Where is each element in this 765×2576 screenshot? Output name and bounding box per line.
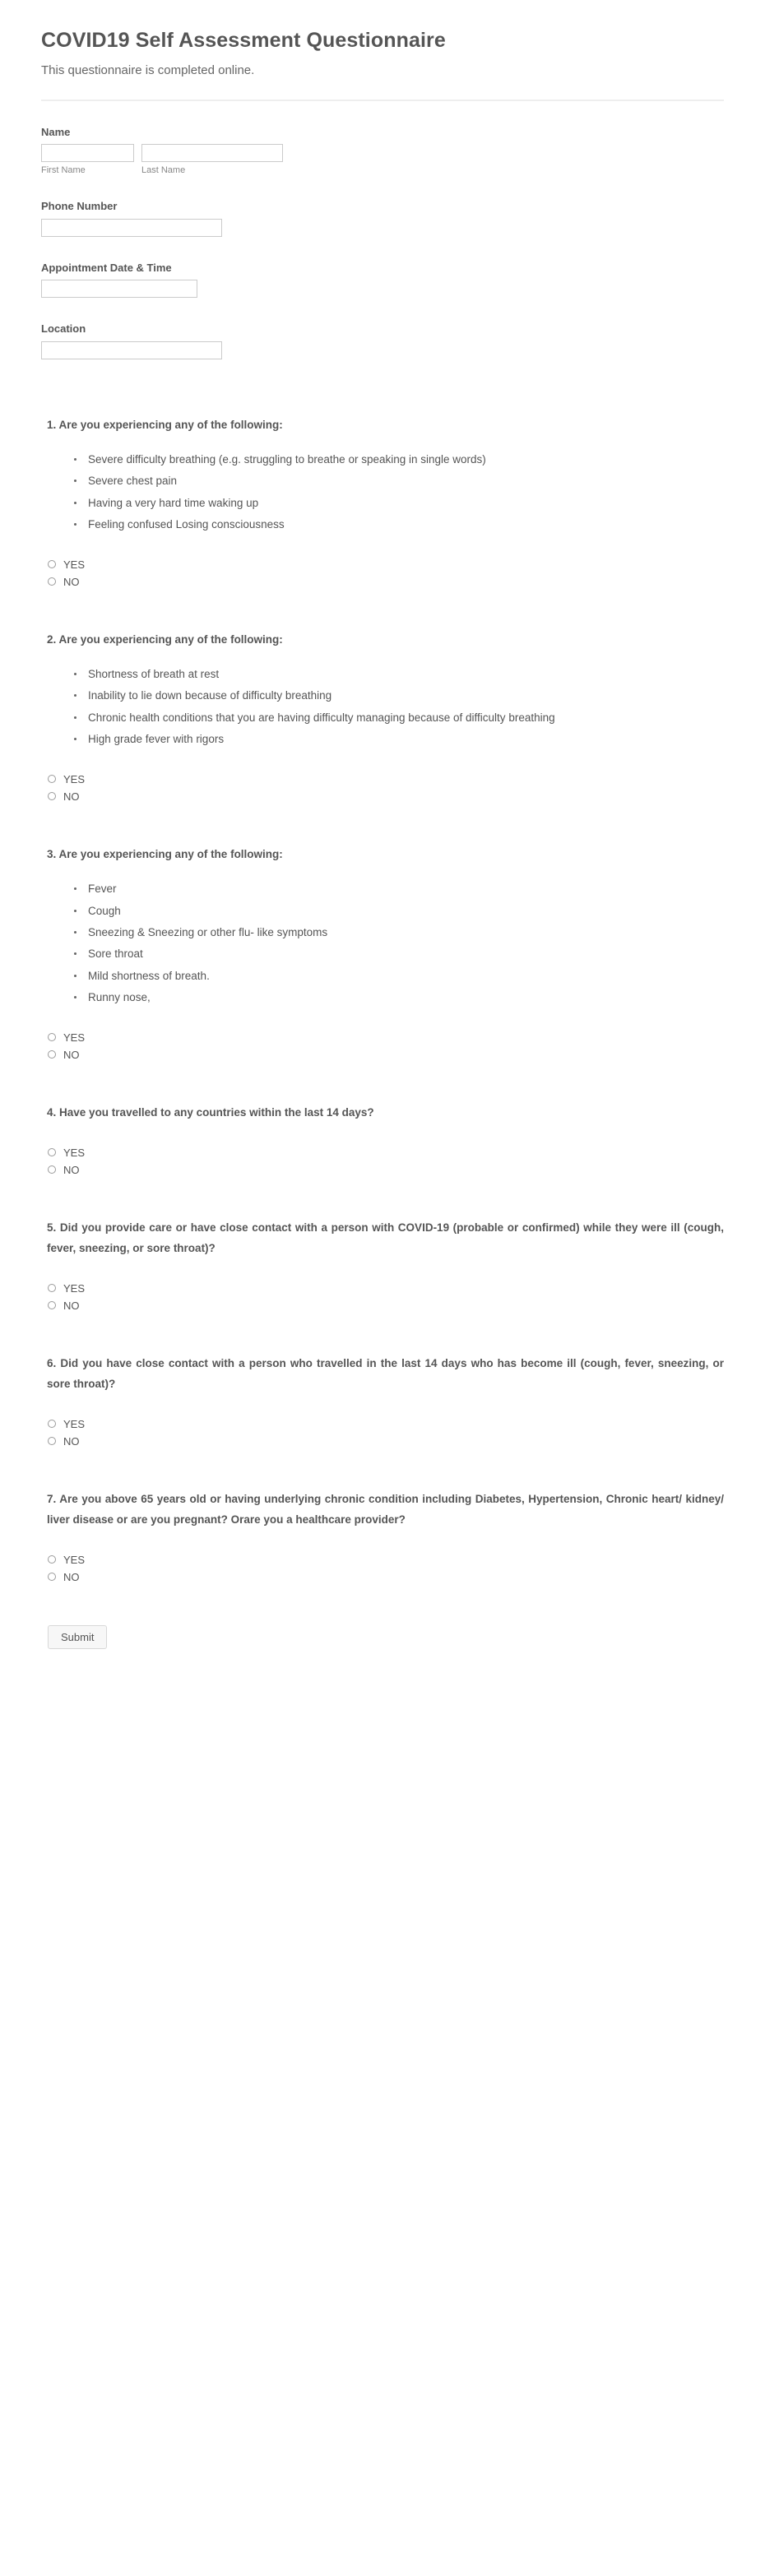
radio-option-no[interactable]	[48, 1047, 724, 1062]
question-block-6	[41, 1354, 724, 1448]
radio-label: NO	[63, 1163, 80, 1176]
radio-label: YES	[63, 1417, 86, 1430]
field-label: Name	[41, 125, 71, 138]
question-title	[47, 1103, 724, 1124]
field-column	[41, 219, 222, 237]
radio-circle-icon[interactable]	[48, 1555, 56, 1564]
list-item: Sore throat	[74, 943, 685, 965]
radio-option-no[interactable]	[48, 1298, 724, 1313]
radio-circle-icon[interactable]	[48, 1148, 56, 1156]
radio-option-yes[interactable]	[48, 557, 724, 572]
list-item: Runny nose,	[74, 987, 685, 1008]
radio-label: YES	[63, 1031, 86, 1044]
radio-group	[48, 1552, 724, 1584]
field-row	[41, 280, 724, 298]
question-block-4	[41, 1103, 724, 1177]
radio-option-yes[interactable]	[48, 771, 724, 786]
list-item: Shortness of breath at rest	[74, 664, 685, 685]
radio-circle-icon[interactable]	[48, 775, 56, 783]
radio-circle-icon[interactable]	[48, 1284, 56, 1292]
field-column	[41, 280, 197, 298]
radio-option-no[interactable]	[48, 789, 724, 804]
radio-circle-icon[interactable]	[48, 1437, 56, 1445]
radio-label: YES	[63, 1146, 86, 1159]
location-input[interactable]	[41, 341, 222, 359]
radio-label: NO	[63, 1048, 80, 1061]
radio-circle-icon[interactable]	[48, 1301, 56, 1309]
list-item: Chronic health conditions that you are having difficulty managing because of difficulty breathing	[74, 707, 685, 729]
question-title	[47, 1354, 724, 1395]
radio-circle-icon[interactable]	[48, 560, 56, 568]
symptom-list	[41, 449, 685, 535]
radio-circle-icon[interactable]	[48, 1573, 56, 1581]
first-name-input[interactable]	[41, 144, 134, 162]
question-title	[47, 415, 724, 436]
question-block-5	[41, 1218, 724, 1313]
first-name-sub-label: First Name	[41, 165, 86, 176]
header-divider	[41, 100, 724, 101]
question-text: Have you travelled to any countries within the last 14 days?	[59, 1106, 374, 1119]
list-item: Sneezing & Sneezing or other flu- like symptoms	[74, 922, 685, 943]
field-block-name	[41, 126, 724, 176]
question-number: 4.	[47, 1106, 57, 1119]
radio-option-yes[interactable]	[48, 1552, 724, 1567]
field-block-location	[41, 322, 724, 359]
radio-option-no[interactable]	[48, 1569, 724, 1584]
radio-group	[48, 1145, 724, 1177]
question-number: 5.	[47, 1221, 57, 1235]
list-item: Inability to lie down because of difficulty breathing	[74, 685, 685, 707]
radio-label: YES	[63, 558, 86, 571]
list-item: High grade fever with rigors	[74, 729, 685, 750]
list-item: Severe chest pain	[74, 470, 685, 492]
appointment-date-time-input[interactable]	[41, 280, 197, 298]
radio-label: NO	[63, 1434, 80, 1448]
radio-label: NO	[63, 790, 80, 803]
radio-group	[48, 1281, 724, 1313]
question-text: Did you have close contact with a person who travelled in the last 14 days who has become ill (cough, fever, sneezing, or sore throat)?	[47, 1357, 724, 1391]
questions-section	[41, 415, 724, 1584]
page-title: COVID19 Self Assessment Questionnaire	[41, 29, 446, 52]
list-item: Cough	[74, 901, 685, 922]
question-block-2	[41, 630, 724, 804]
field-column	[41, 144, 134, 175]
radio-label: NO	[63, 1299, 80, 1312]
radio-group	[48, 1030, 724, 1062]
page-subtitle: This questionnaire is completed online.	[41, 63, 255, 77]
field-block-phone-number	[41, 200, 724, 237]
radio-label: YES	[63, 1281, 86, 1295]
radio-option-yes[interactable]	[48, 1416, 724, 1431]
question-text: Did you provide care or have close contact with a person with COVID-19 (probable or confirmed) while they were ill (cough, fever, sneezing, or sore throat)?	[47, 1221, 724, 1255]
submit-row	[48, 1625, 724, 1694]
radio-option-no[interactable]	[48, 1162, 724, 1177]
question-title	[47, 630, 724, 651]
question-block-1	[41, 415, 724, 589]
question-text: Are you experiencing any of the following:	[58, 418, 283, 431]
radio-group	[48, 771, 724, 804]
form-container	[41, 0, 724, 1694]
question-block-3	[41, 845, 724, 1062]
field-label: Appointment Date & Time	[41, 261, 172, 274]
text-fields-section	[41, 126, 724, 359]
radio-circle-icon[interactable]	[48, 1050, 56, 1059]
radio-circle-icon[interactable]	[48, 792, 56, 800]
field-label: Location	[41, 322, 86, 336]
list-item: Having a very hard time waking up	[74, 493, 685, 514]
question-title	[47, 1490, 724, 1531]
question-block-7	[41, 1490, 724, 1584]
last-name-input[interactable]	[141, 144, 283, 162]
question-title	[47, 845, 724, 865]
question-number: 3.	[47, 848, 57, 861]
radio-label: YES	[63, 1553, 86, 1566]
phone-number-input[interactable]	[41, 219, 222, 237]
radio-circle-icon[interactable]	[48, 1033, 56, 1041]
field-row	[41, 219, 724, 237]
list-item: Fever	[74, 878, 685, 900]
question-title	[47, 1218, 724, 1259]
field-column	[141, 144, 283, 175]
radio-circle-icon[interactable]	[48, 1420, 56, 1428]
field-label: Phone Number	[41, 200, 118, 213]
radio-option-no[interactable]	[48, 574, 724, 589]
question-text: Are you experiencing any of the following:	[58, 848, 283, 861]
question-number: 2.	[47, 633, 57, 646]
last-name-sub-label: Last Name	[141, 165, 186, 176]
list-item: Severe difficulty breathing (e.g. struggling to breathe or speaking in single words)	[74, 449, 685, 470]
radio-option-yes[interactable]	[48, 1145, 724, 1160]
question-number: 1.	[47, 418, 57, 431]
symptom-list	[41, 878, 685, 1008]
radio-group	[48, 557, 724, 589]
submit-button[interactable]: Submit	[48, 1625, 107, 1649]
question-number: 7.	[47, 1493, 57, 1506]
symptom-list	[41, 664, 685, 750]
radio-group	[48, 1416, 724, 1448]
radio-option-yes[interactable]	[48, 1030, 724, 1045]
question-number: 6.	[47, 1357, 57, 1370]
radio-label: NO	[63, 1570, 80, 1583]
radio-option-no[interactable]	[48, 1434, 724, 1448]
radio-circle-icon[interactable]	[48, 577, 56, 586]
field-row	[41, 341, 724, 359]
question-text: Are you above 65 years old or having underlying chronic condition including Diabetes, Hypertension, Chronic heart/ kidney/ liver disease or are you pregnant? Orare you a healthcare provider?	[47, 1493, 724, 1527]
list-item: Mild shortness of breath.	[74, 966, 685, 987]
radio-circle-icon[interactable]	[48, 1165, 56, 1174]
list-item: Feeling confused Losing consciousness	[74, 514, 685, 535]
radio-label: NO	[63, 575, 80, 588]
field-column	[41, 341, 222, 359]
field-row	[41, 144, 724, 175]
field-block-appointment-date-time	[41, 262, 724, 299]
radio-option-yes[interactable]	[48, 1281, 724, 1295]
question-text: Are you experiencing any of the following:	[58, 633, 283, 646]
radio-label: YES	[63, 772, 86, 785]
